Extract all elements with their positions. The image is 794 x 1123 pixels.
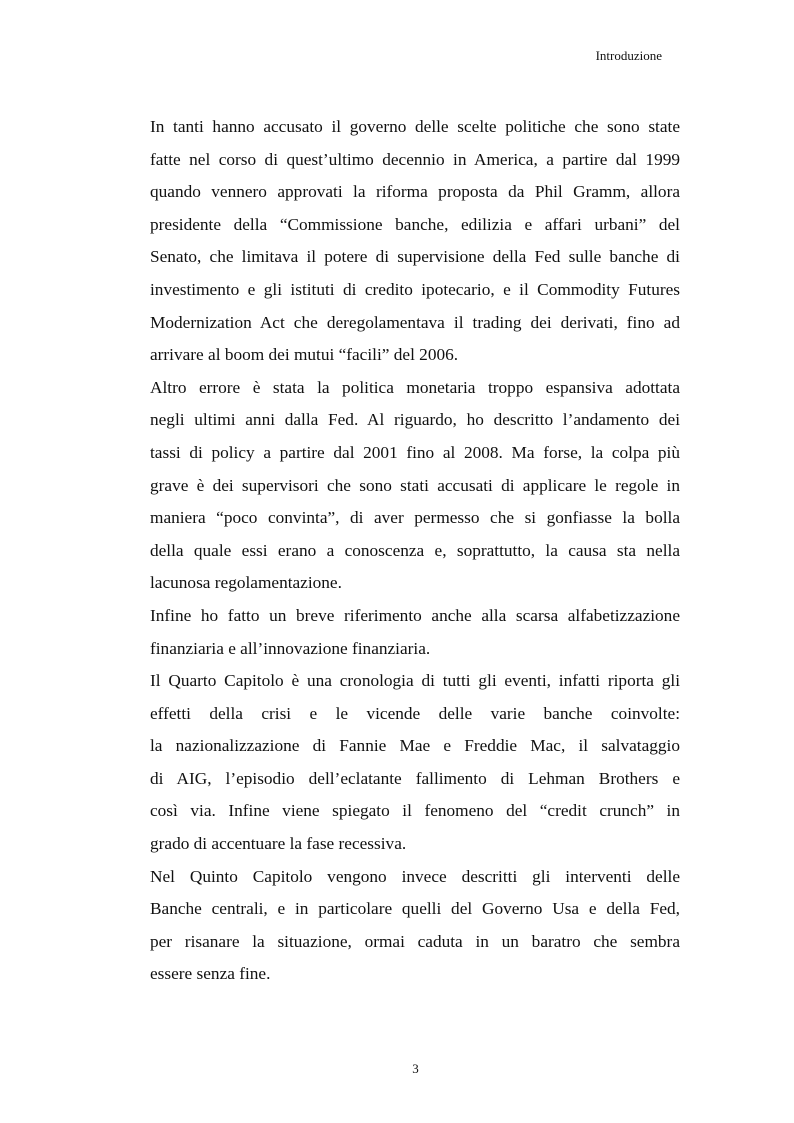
text-line: lacunosa regolamentazione. (150, 573, 342, 593)
text-line: Altro errore è stata la politica monetaria troppo espansiva adottata (150, 377, 680, 397)
text-line: fatte nel corso di quest’ultimo decennio in America, a partire dal 1999 (150, 149, 680, 169)
text-line: investimento e gli istituti di credito ipotecario, e il Commodity Futures (150, 279, 680, 299)
text-line: grave è dei supervisori che sono stati accusati di applicare le regole in (150, 475, 680, 495)
text-line: Modernization Act che deregolamentava il trading dei derivati, fino ad (150, 312, 680, 332)
text-line: Banche centrali, e in particolare quelli del Governo Usa e della Fed, (150, 899, 680, 919)
page-number: 3 (412, 1061, 419, 1076)
text-line: Infine ho fatto un breve riferimento anche alla scarsa alfabetizzazione (150, 605, 680, 625)
body-text (150, 111, 680, 991)
text-line: Il Quarto Capitolo è una cronologia di tutti gli eventi, infatti riporta gli (150, 671, 680, 691)
text-line: finanziaria e all’innovazione finanziaria. (150, 638, 431, 658)
running-header: Introduzione (595, 48, 662, 63)
text-line: essere senza fine. (150, 964, 271, 984)
text-line: quando vennero approvati la riforma proposta da Phil Gramm, allora (150, 182, 680, 202)
text-line: presidente della “Commissione banche, edilizia e affari urbani” del (150, 214, 680, 234)
text-line: la nazionalizzazione di Fannie Mae e Freddie Mac, il salvataggio (150, 736, 680, 756)
text-line: arrivare al boom dei mutui “facili” del 2006. (150, 345, 459, 365)
text-line: negli ultimi anni dalla Fed. Al riguardo, ho descritto l’andamento dei (150, 410, 680, 430)
text-line: per risanare la situazione, ormai caduta in un baratro che sembra (150, 931, 680, 951)
text-line: Nel Quinto Capitolo vengono invece descritti gli interventi delle (150, 866, 680, 886)
text-line: di AIG, l’episodio dell’eclatante fallimento di Lehman Brothers e (150, 768, 680, 788)
text-line: grado di accentuare la fase recessiva. (150, 834, 407, 854)
text-line: maniera “poco convinta”, di aver permesso che si gonfiasse la bolla (150, 508, 680, 528)
text-line: della quale essi erano a conoscenza e, soprattutto, la causa sta nella (150, 540, 680, 560)
text-line: tassi di policy a partire dal 2001 fino al 2008. Ma forse, la colpa più (150, 442, 680, 462)
text-line: In tanti hanno accusato il governo delle scelte politiche che sono state (150, 117, 680, 136)
text-line: così via. Infine viene spiegato il fenomeno del “credit crunch” in (150, 801, 680, 821)
text-line: effetti della crisi e le vicende delle varie banche coinvolte: (150, 703, 680, 723)
text-line: Senato, che limitava il potere di supervisione della Fed sulle banche di (150, 247, 680, 267)
